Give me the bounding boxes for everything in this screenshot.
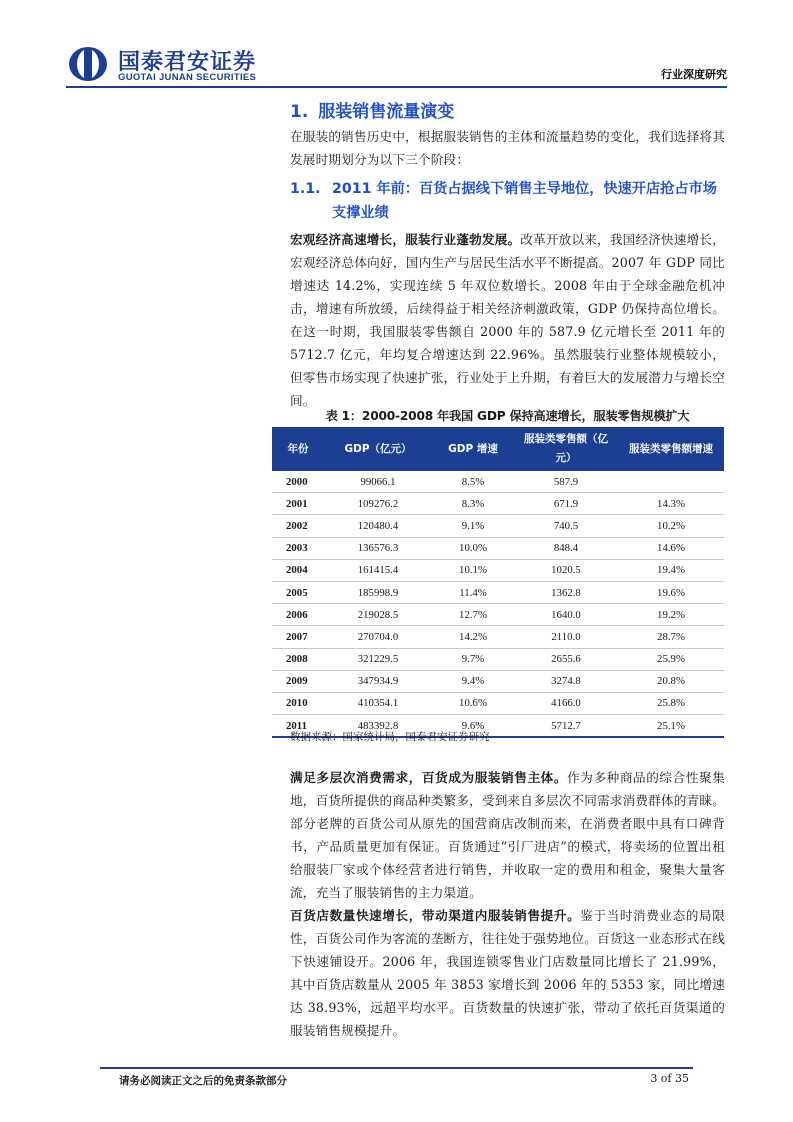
cell-gdp-growth: 9.7% [432,648,514,670]
subsection-title: 2011 年前：百货占据线下销售主导地位，快速开店抢占市场支撑业绩 [332,181,717,221]
paragraph-body: 鉴于当时消费业态的局限性，百货公司作为客流的垄断方，往往处于强势地位。百货这一业态形式在线下快速铺设开。2006 年，我国连锁零售业门店数量同比增长了 21.99%，其中百货店数量从 2005 年 3853 家增长到 2006 年的 5353 家，同比增速达 38.93%，远超平均水平。百货数量的快速扩张，带动了依托百货渠道的服装销售规模提升。 [290,908,725,1038]
cell-apparel-growth: 14.6% [618,537,724,559]
logo-chinese-name: 国泰君安证券 [118,50,257,75]
table-row [272,648,724,670]
cell-apparel-growth: 25.1% [618,715,724,738]
paragraph-store-growth [290,904,725,1042]
cell-gdp-growth: 10.0% [432,537,514,559]
data-table [272,427,724,738]
cell-gdp-growth: 10.6% [432,692,514,714]
section-number: 1. [290,102,309,122]
footer-divider [100,1067,693,1069]
table-row [272,670,724,692]
paragraph-lead: 宏观经济高速增长，服装行业蓬勃发展。 [290,232,521,247]
paragraph-macro-growth [290,228,725,412]
subsection-number: 1.1. [290,181,321,197]
cell-gdp: 321229.5 [324,648,432,670]
cell-gdp-growth: 14.2% [432,626,514,648]
logo-english-name: GUOTAI JUNAN SECURITIES [118,72,257,83]
header-apparel-growth: 服装类零售额增速 [629,442,713,455]
cell-year: 2001 [272,493,324,515]
table-source: 数据来源：国家统计局，国泰君安证券研究 [290,731,490,743]
cell-apparel-sales: 2110.0 [514,626,618,648]
table-row [272,626,724,648]
cell-gdp: 109276.2 [324,493,432,515]
header-apparel-sales: 服装类零售额（亿元） [524,433,608,464]
paragraph-body: 改革开放以来，我国经济快速增长，宏观经济总体向好，国内生产与居民生活水平不断提高。2007 年 GDP 同比增速达 14.2%，实现连续 5 年双位数增长。2008 年由于全球金融危机冲击，增速有所放缓，后续得益于相关经济刺激政策，GDP 仍保持高位增长。在这一时期，我国服装零售额自 2000 年的 587.9 亿元增长至 2011 年的 5712.7 亿元，年均复合增速达到 22.96%。虽然服装行业整体规模较小，但零售市场实现了快速扩张，行业处于上升期，有着巨大的发展潜力与增长空间。 [290,232,725,408]
header-divider [66,86,727,88]
page-number: 3 of 35 [650,1072,689,1085]
cell-gdp-growth: 12.7% [432,604,514,626]
cell-apparel-sales: 1020.5 [514,559,618,581]
cell-year: 2007 [272,626,324,648]
cell-apparel-growth: 20.8% [618,670,724,692]
cell-apparel-sales: 1640.0 [514,604,618,626]
paragraph-department-store [290,766,725,904]
cell-gdp: 136576.3 [324,537,432,559]
cell-gdp: 161415.4 [324,559,432,581]
cell-apparel-growth: 28.7% [618,626,724,648]
table-header-row [272,427,724,471]
cell-gdp: 483392.8 [324,715,432,738]
cell-gdp: 219028.5 [324,604,432,626]
cell-apparel-growth: 14.3% [618,493,724,515]
paragraph-body: 作为多种商品的综合性聚集地，百货所提供的商品种类繁多，受到来自多层次不同需求消费群体的青睐。部分老牌的百货公司从原先的国营商店改制而来，在消费者眼中具有口碑背书，产品质量更加有保证。百货通过“引厂进店”的模式，将卖场的位置出租给服装厂家或个体经营者进行销售，并收取一定的费用和租金，聚集大量客流，充当了服装销售的主力渠道。 [290,770,726,900]
table-row [272,515,724,537]
cell-apparel-sales: 848.4 [514,537,618,559]
cell-apparel-sales: 740.5 [514,515,618,537]
paragraph-lead: 满足多层次消费需求，百货成为服装销售主体。 [290,770,568,785]
cell-apparel-growth: 19.4% [618,559,724,581]
cell-apparel-growth: 25.9% [618,648,724,670]
cell-apparel-sales: 4166.0 [514,692,618,714]
cell-year: 2005 [272,581,324,603]
cell-year: 2000 [272,471,324,493]
footer-disclaimer: 请务必阅读正文之后的免责条款部分 [119,1075,287,1087]
header-gdp-growth: GDP 增速 [448,442,498,455]
cell-gdp: 185998.9 [324,581,432,603]
cell-year: 2003 [272,537,324,559]
logo-mark-icon [68,46,108,82]
intro-paragraph: 在服装的销售历史中，根据服装销售的主体和流量趋势的变化，我们选择将其发展时期划分为以下三个阶段： [290,129,725,167]
cell-gdp-growth: 8.5% [432,471,514,493]
cell-year: 2011 [272,715,324,738]
cell-gdp-growth: 10.1% [432,559,514,581]
cell-gdp: 270704.0 [324,626,432,648]
cell-apparel-growth [618,471,724,493]
header-gdp: GDP（亿元） [344,442,412,455]
cell-year: 2004 [272,559,324,581]
paragraph-lead: 百货店数量快速增长，带动渠道内服装销售提升。 [290,908,581,923]
section-heading [290,97,725,122]
table-row [272,559,724,581]
table-row [272,581,724,603]
cell-apparel-sales: 1362.8 [514,581,618,603]
table-title: 表 1：2000-2008 年我国 GDP 保持高速增长，服装零售规模扩大 [325,409,690,423]
cell-apparel-growth: 25.8% [618,692,724,714]
section-title: 服装销售流量演变 [318,102,455,122]
cell-gdp: 347934.9 [324,670,432,692]
cell-year: 2006 [272,604,324,626]
table-row [272,493,724,515]
report-type-tag: 行业深度研究 [661,68,727,81]
cell-apparel-sales: 5712.7 [514,715,618,738]
table-row [272,471,724,493]
cell-gdp-growth: 9.1% [432,515,514,537]
cell-year: 2009 [272,670,324,692]
table-row [272,537,724,559]
table-row [272,604,724,626]
cell-gdp: 410354.1 [324,692,432,714]
cell-apparel-growth: 19.6% [618,581,724,603]
table-row [272,692,724,714]
cell-gdp: 120480.4 [324,515,432,537]
cell-gdp-growth: 9.6% [432,715,514,738]
cell-year: 2002 [272,515,324,537]
subsection-heading [290,177,725,225]
cell-apparel-sales: 671.9 [514,493,618,515]
cell-year: 2010 [272,692,324,714]
cell-gdp: 99066.1 [324,471,432,493]
cell-gdp-growth: 11.4% [432,581,514,603]
cell-year: 2008 [272,648,324,670]
cell-apparel-sales: 3274.8 [514,670,618,692]
cell-gdp-growth: 8.3% [432,493,514,515]
cell-gdp-growth: 9.4% [432,670,514,692]
cell-apparel-sales: 2655.6 [514,648,618,670]
company-logo [68,44,298,86]
header-year: 年份 [287,442,309,455]
cell-apparel-sales: 587.9 [514,471,618,493]
cell-apparel-growth: 10.2% [618,515,724,537]
cell-apparel-growth: 19.2% [618,604,724,626]
